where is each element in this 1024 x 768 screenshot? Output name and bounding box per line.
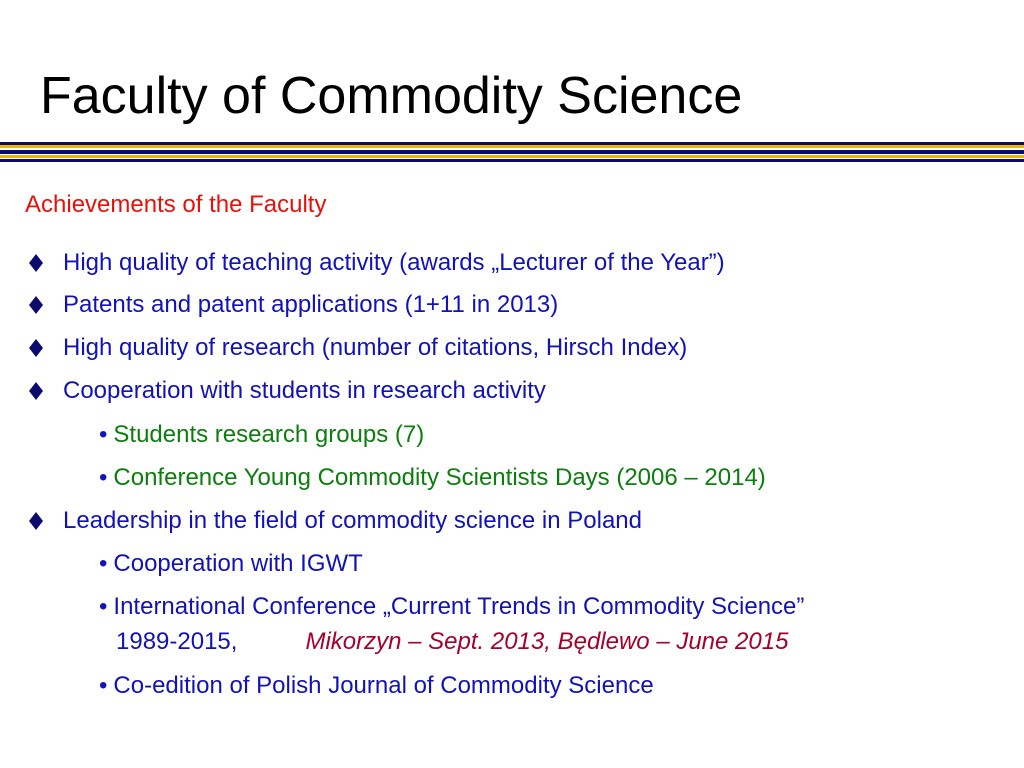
rule-gold-2 [0,155,1024,158]
rule-gold-1 [0,145,1024,148]
bullet-text: High quality of research (number of citations, Hirsch Index) [63,334,688,361]
bullet-text: High quality of teaching activity (awards „Lecturer of the Year”) [63,249,725,276]
bullet-teaching [28,249,725,277]
bullet-cooperation-students [28,377,546,405]
sub-bullet-international-conference [99,593,804,621]
sub-bullet-igwt [99,550,363,578]
diamond-icon [28,295,44,315]
sub-bullet-marker: • [99,464,108,491]
bullet-text: Cooperation with students in research activity [63,377,546,404]
sub-bullet-continuation [116,628,788,656]
sub-bullet-conference-young [99,464,766,492]
bullet-research [28,334,687,362]
bullet-text: Patents and patent applications (1+11 in 2013) [63,291,559,318]
conference-years: 1989-2015, [116,628,238,655]
slide-subtitle: Achievements of the Faculty [25,191,327,218]
bullet-text: Leadership in the field of commodity science in Poland [63,507,642,534]
sub-bullet-text: Conference Young Commodity Scientists Days (2006 – 2014) [113,464,766,491]
bullet-patents [28,291,558,319]
title-underline-rules [0,142,1024,164]
diamond-icon [28,511,44,531]
sub-bullet-research-groups [99,421,424,449]
sub-bullet-journal [99,672,654,700]
sub-bullet-marker: • [99,593,108,620]
slide-title: Faculty of Commodity Science [40,67,743,125]
sub-bullet-marker: • [99,550,108,577]
sub-bullet-marker: • [99,672,108,699]
sub-bullet-text: Students research groups (7) [113,421,425,448]
rule-navy-2 [0,150,1024,154]
sub-bullet-text: Cooperation with IGWT [113,550,363,577]
sub-bullet-marker: • [99,421,108,448]
diamond-icon [28,253,44,273]
diamond-icon [28,381,44,401]
sub-bullet-text: International Conference „Current Trends in Commodity Science” [113,593,805,620]
conference-venues: Mikorzyn – Sept. 2013, Będlewo – June 2015 [305,628,789,655]
sub-bullet-text: Co-edition of Polish Journal of Commodity Science [113,672,654,699]
rule-navy-3 [0,159,1024,162]
diamond-icon [28,338,44,358]
bullet-leadership [28,507,642,535]
